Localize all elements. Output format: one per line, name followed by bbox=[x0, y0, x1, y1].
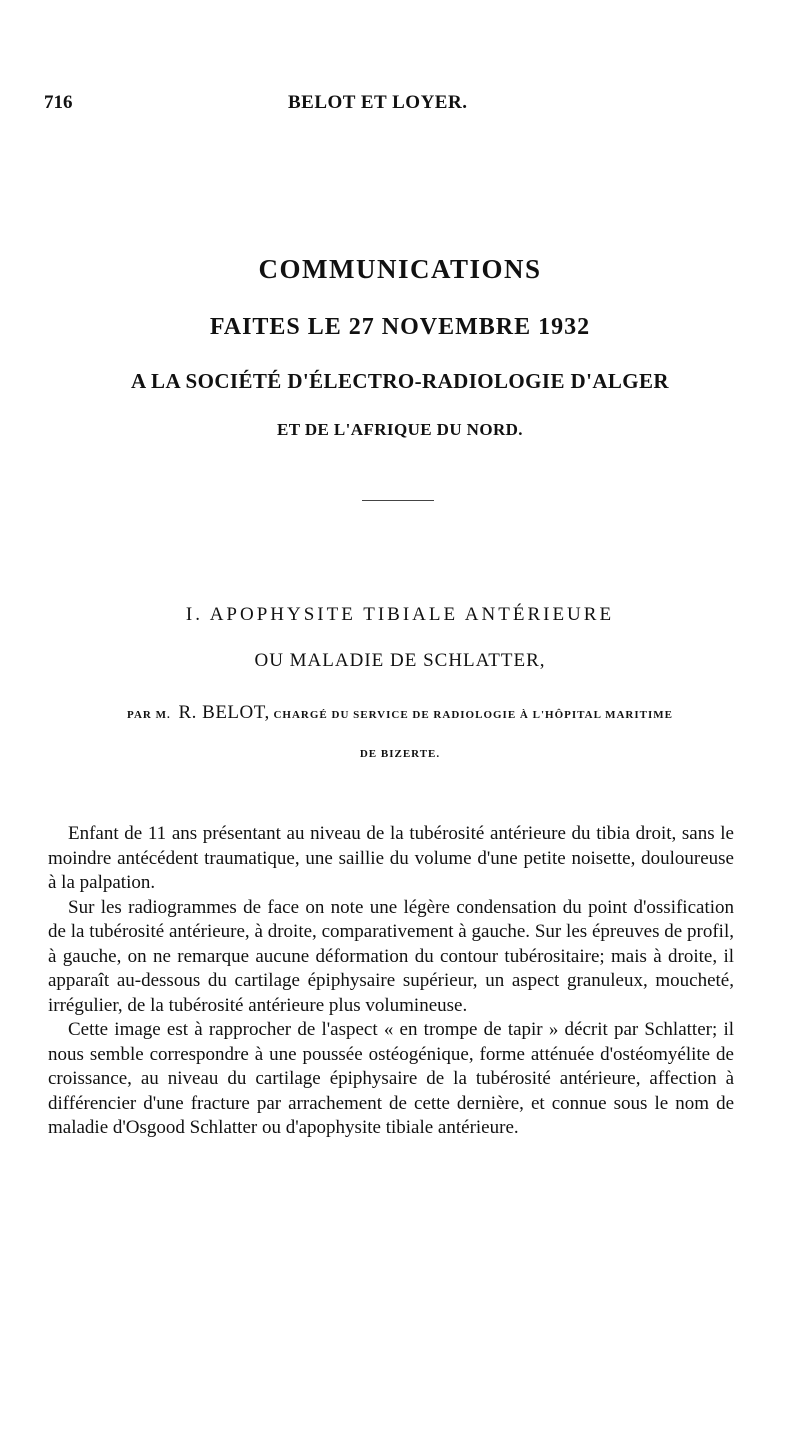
article-body bbox=[48, 822, 734, 1141]
article-title-line-2: OU MALADIE DE SCHLATTER, bbox=[254, 650, 546, 671]
byline-author: R. BELOT, bbox=[178, 702, 270, 723]
section-title-line-3: A LA SOCIÉTÉ D'ÉLECTRO-RADIOLOGIE D'ALGER bbox=[130, 369, 670, 393]
body-paragraph-2: Sur les radiogrammes de face on note une légère condensation du point d'ossification de la tubérosité antérieure, à droite, comparativement à gauche. Sur les épreuves de profil, à gauche, on ne remarque aucune déformation du contour tubérositaire; mais à droite, il apparaît au-dessous du cartilage épiphysaire supérieur, un aspect granuleux, moucheté, irrégulier, de la tubérosité antérieure plus volumineuse. bbox=[48, 896, 734, 1016]
running-header bbox=[44, 92, 756, 118]
section-title-line-4: ET DE L'AFRIQUE DU NORD. bbox=[277, 420, 523, 439]
body-paragraph-3: Cette image est à rapprocher de l'aspect « en trompe de tapir » décrit par Schlatter; il nous semble correspondre à une poussée ostéogénique, forme atténuée d'ostéomyélite de croissance, au niveau du cartilage épiphysaire de la tubérosité antérieure, affection à différencier d'une fracture par arrachement de cette dernière, et connue sous le nom de maladie d'Osgood Schlatter ou d'apophysite tibiale antérieure. bbox=[48, 1019, 734, 1138]
section-title-line-1: COMMUNICATIONS bbox=[258, 254, 542, 284]
byline-par: PAR M. bbox=[127, 709, 171, 721]
separator-rule bbox=[362, 500, 434, 501]
section-title-line-2: FAITES LE 27 NOVEMBRE 1932 bbox=[209, 314, 591, 340]
page-number: 716 bbox=[44, 92, 73, 113]
article-byline bbox=[40, 702, 760, 724]
byline-place: DE BIZERTE. bbox=[359, 748, 441, 760]
body-paragraph-1: Enfant de 11 ans présentant au niveau de la tubérosité antérieure du tibia droit, sans le moindre antécédent traumatique, une saillie du volume d'une petite noisette, douloureuse à la palpation. bbox=[48, 823, 734, 893]
running-title: BELOT ET LOYER. bbox=[288, 92, 468, 113]
article-title-line-1: I. APOPHYSITE TIBIALE ANTÉRIEURE bbox=[185, 604, 615, 625]
byline-role: CHARGÉ DU SERVICE DE RADIOLOGIE À L'HÔPITAL MARITIME bbox=[273, 709, 673, 721]
